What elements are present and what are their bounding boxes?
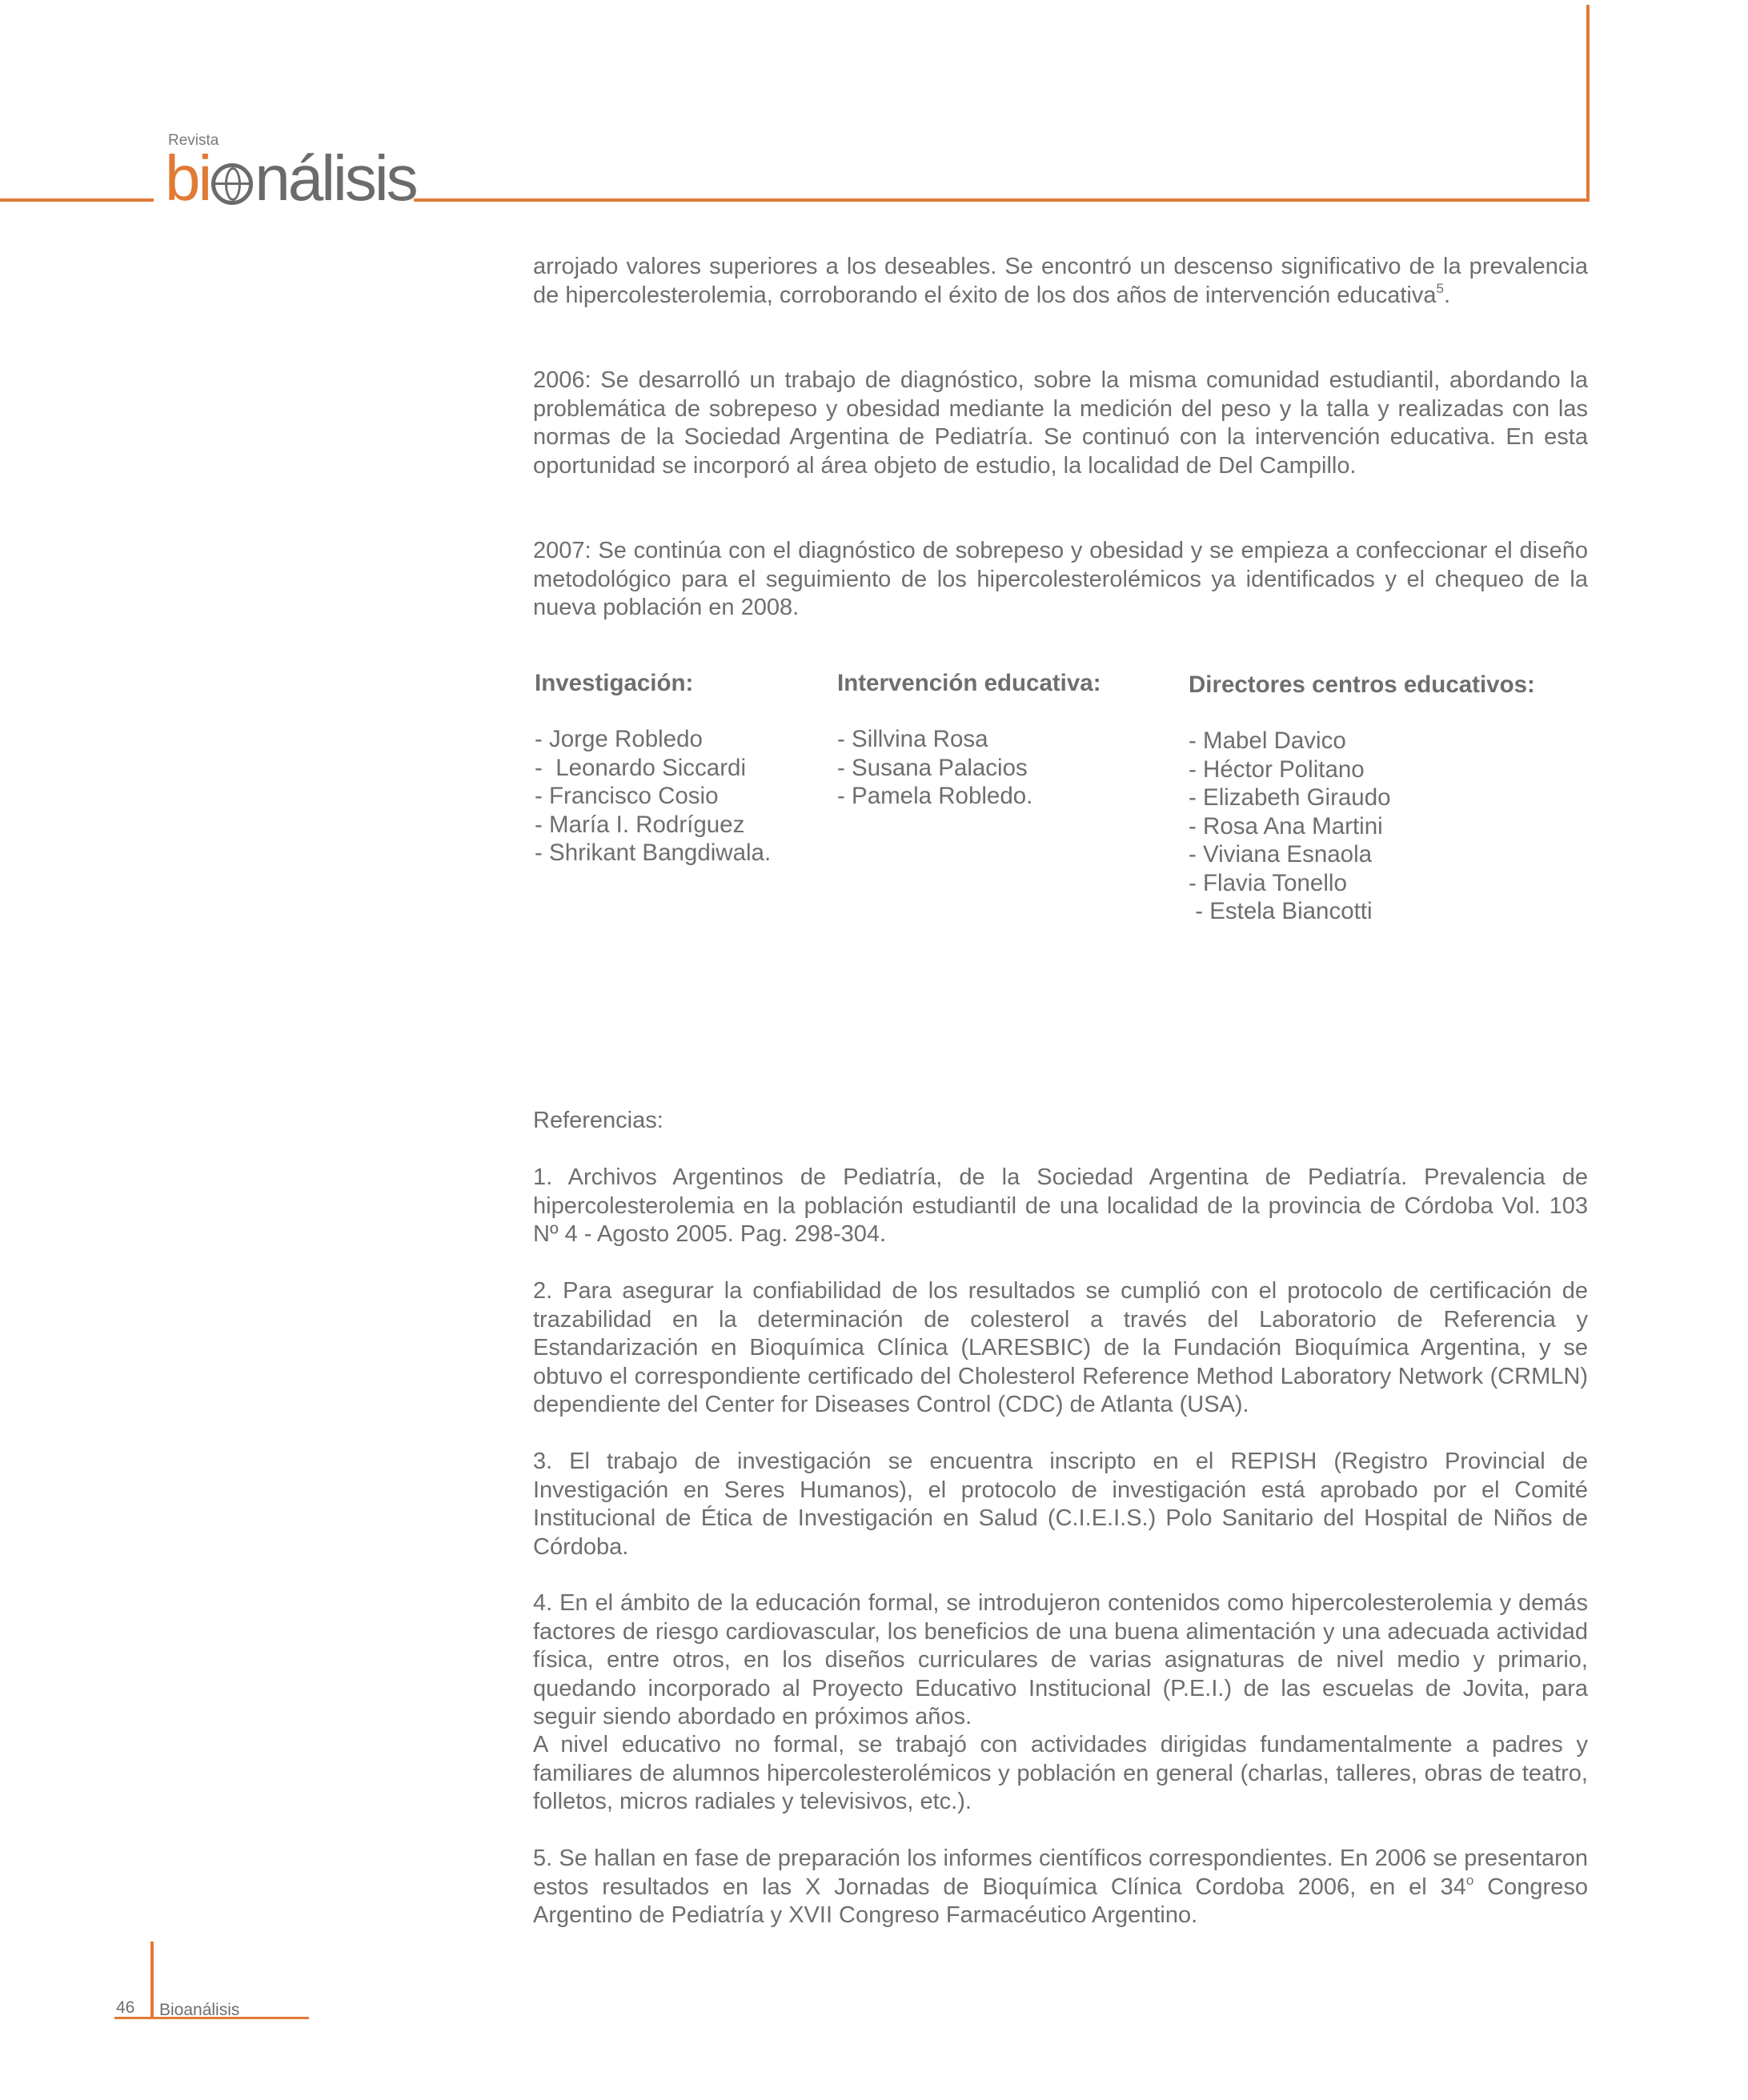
footer-rule-vertical (150, 1942, 154, 2018)
brand-rest: nálisis (255, 142, 416, 214)
reference-4-extra: A nivel educativo no formal, se trabajó con actividades dirigidas fundamentalmente a padres y familiares de alumnos hipercolesterolémicos y población en general (charlas, talleres, obras de teatro, folletos, micros radiales y televisivos, etc.). (533, 1732, 1588, 1814)
reference-3: 3. El trabajo de investigación se encuentra inscripto en el REPISH (Registro Provincial de Investigación en Seres Humanos), el protocolo de investigación está aprobado por el Comité Institucional de Ética de Investigación en Salud (C.I.E.I.S.) Polo Sanitario del Hospital de Niños de Córdoba. (533, 1449, 1588, 1560)
reference-1: 1. Archivos Argentinos de Pediatría, de la Sociedad Argentina de Pediatría. Prevalencia de hipercolesterolemia en la población estudiantil de una localidad de la provincia de Córdoba Vol. 103 Nº 4 - Agosto 2005. Pag. 298-304. (533, 1164, 1588, 1247)
list-item: - Francisco Cosio (535, 783, 719, 809)
list-item: - Rosa Ana Martini (1189, 812, 1383, 840)
team-intervencion-list (837, 725, 1101, 811)
list-item: - Leonardo Siccardi (535, 754, 747, 781)
list-item: - Jorge Robledo (535, 726, 703, 752)
reference-4: 4. En el ámbito de la educación formal, se introdujeron contenidos como hipercolesterolemia y demás factores de riesgo cardiovascular, los beneficios de una buena alimentación y una adecuada actividad física, entre otros, en los diseños curriculares de varias asignaturas de nivel medio y primario, quedando incorporado al Proyecto Educativo Institucional (P.E.I.) de las escuelas de Jovita, para seguir siendo abordado en próximos años. (533, 1590, 1588, 1729)
team-directores (1189, 671, 1535, 926)
header-rule-left (0, 198, 154, 202)
intro-paragraph-2006: 2006: Se desarrolló un trabajo de diagnóstico, sobre la misma comunidad estudiantil, abordando la problemática de sobrepeso y obesidad mediante la medición del peso y la talla y realizadas con las normas de la Sociedad Argentina de Pediatría. Se continuó con la intervención educativa. En esta oportunidad se incorporó al área objeto de estudio, la localidad de Del Campillo. (533, 367, 1588, 479)
list-item: - María I. Rodríguez (535, 811, 745, 838)
header-rule-vertical (1586, 5, 1590, 202)
list-item: - Susana Palacios (837, 754, 1028, 781)
list-item: - Sillvina Rosa (837, 726, 988, 752)
team-investigacion (535, 669, 771, 868)
list-item: - Elizabeth Giraudo (1189, 784, 1391, 811)
reference-5: 5. Se hallan en fase de preparación los informes científicos correspondientes. En 2006 se presentaron estos resultados en las X Jornadas de Bioquímica Clínica Cordoba 2006, en el 34$^o$ Congreso Argentino de Pediatría y XVII Congreso Farmacéutico Argentino. (533, 1846, 1588, 1928)
references-title: Referencias: (533, 1108, 664, 1133)
list-item: - Héctor Politano (1189, 755, 1365, 783)
intro-paragraph-1: arrojado valores superiores a los deseables. Se encontró un descenso significativo de la prevalencia de hipercolesterolemia, corroborando el éxito de los dos años de intervención educativa$^5$. (533, 254, 1588, 308)
team-intervencion-title: Intervención educativa: (837, 670, 1101, 696)
list-item: - Pamela Robledo. (837, 783, 1033, 809)
list-item: - Shrikant Bangdiwala. (535, 840, 772, 866)
list-item: - Flavia Tonello (1189, 869, 1347, 896)
brand-small-label: Revista (168, 132, 219, 149)
header-rule-right (414, 198, 1590, 202)
brand-letter-b: b (165, 142, 198, 214)
list-item: - Estela Biancotti (1189, 898, 1373, 924)
brand-logo (165, 142, 416, 214)
list-item: - Viviana Esnaola (1189, 841, 1373, 868)
list-item: - Mabel Davico (1189, 727, 1346, 754)
team-investigacion-list (535, 725, 771, 868)
brand-letter-i: i (198, 142, 210, 214)
team-directores-list (1189, 727, 1535, 926)
footer-publication-name: Bioanálisis (159, 2001, 240, 2019)
page-number: 46 (116, 1998, 135, 2017)
reference-2: 2. Para asegurar la confiabilidad de los resultados se cumplió con el protocolo de certificación de trazabilidad en la determinación de colesterol a través del Laboratorio de Referencia y Estandarización en Bioquímica Clínica (LARESBIC) de la Fundación Bioquímica Argentina, y se obtuvo el correspondiente certificado del Cholesterol Reference Method Laboratory Network (CRMLN) dependiente del Center for Diseases Control (CDC) de Atlanta (USA). (533, 1278, 1588, 1417)
team-intervencion (837, 669, 1101, 811)
team-investigacion-title: Investigación: (535, 670, 694, 696)
team-directores-title: Directores centros educativos: (1189, 671, 1535, 698)
globe-icon (211, 163, 253, 205)
intro-paragraph-2007: 2007: Se continúa con el diagnóstico de sobrepeso y obesidad y se empieza a confeccionar el diseño metodológico para el seguimiento de los hipercolesterolémicos ya identificados y el chequeo de la nueva población en 2008. (533, 538, 1588, 620)
